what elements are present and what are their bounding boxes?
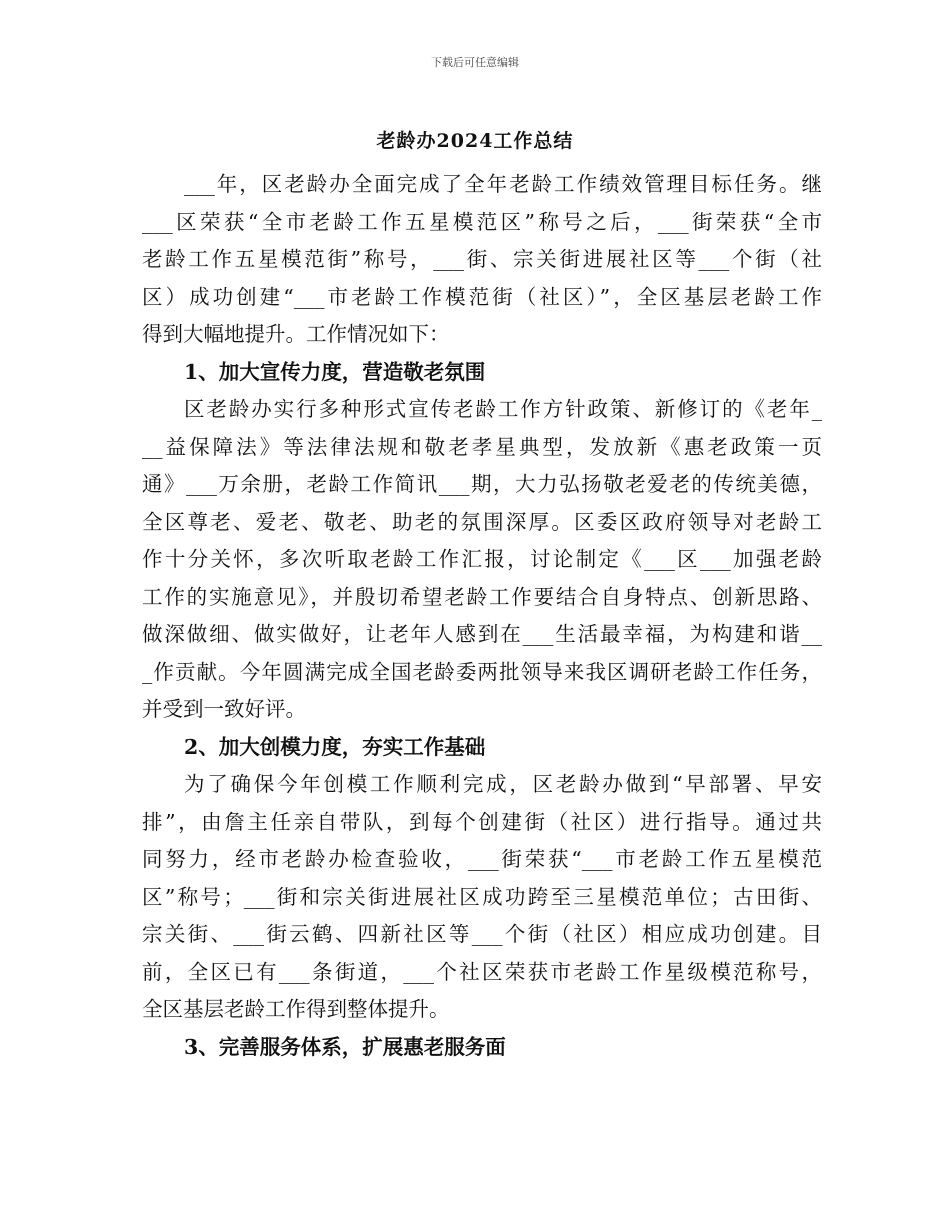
- document-title: 老龄办2024工作总结: [376, 130, 574, 152]
- text-line: 同努力，经市老龄办检查验收，___街荣获“___市老龄工作五星模范: [142, 847, 822, 871]
- text-line: 通》___万余册，老龄工作简讯___期，大力弘扬敬老爱老的传统美德，: [142, 472, 822, 496]
- text-line: 得到大幅地提升。工作情况如下：: [142, 322, 450, 346]
- text-line: 前，全区已有___条街道，___个社区荣获市老龄工作星级模范称号，: [142, 959, 822, 984]
- text-line: 区老龄办实行多种形式宣传老龄工作方针政策、新修订的《老年_: [184, 397, 822, 421]
- text-line: 并受到一致好评。: [142, 697, 306, 721]
- text-line: 做深做细、做实做好，让老年人感到在___生活最幸福，为构建和谐__: [142, 622, 822, 646]
- text-line: ___年，区老龄办全面完成了全年老龄工作绩效管理目标任务。继: [184, 172, 822, 196]
- text-line: ___区荣获“全市老龄工作五星模范区”称号之后，___街荣获“全市: [142, 209, 822, 234]
- text-line: 区）成功创建“___市老龄工作模范街（社区）”，全区基层老龄工作: [142, 284, 822, 309]
- text-line: 区”称号；___街和宗关街进展社区成功跨至三星模范单位；古田街、: [142, 884, 822, 909]
- text-line: 作十分关怀，多次听取老龄工作汇报，讨论制定《___区___加强老龄: [142, 547, 822, 571]
- section-heading: 1、加大宣传力度，营造敬老氛围: [184, 359, 486, 384]
- section-heading: 2、加大创模力度，夯实工作基础: [184, 734, 486, 759]
- section-heading: 3、完善服务体系，扩展惠老服务面: [184, 1034, 506, 1059]
- text-line: _作贡献。今年圆满完成全国老龄委两批领导来我区调研老龄工作任务，: [142, 659, 822, 684]
- document-body: [142, 166, 822, 1066]
- text-line: 全区尊老、爱老、敬老、助老的氛围深厚。区委区政府领导对老龄工: [142, 509, 822, 534]
- text-line: 全区基层老龄工作得到整体提升。: [142, 997, 450, 1021]
- text-line: 排”，由詹主任亲自带队，到每个创建街（社区）进行指导。通过共: [142, 809, 822, 834]
- header-note: 下载后可任意编辑: [431, 56, 519, 69]
- text-line: 工作的实施意见》，并殷切希望老龄工作要结合自身特点、创新思路、: [142, 584, 822, 609]
- text-line: __益保障法》等法律法规和敬老孝星典型，发放新《惠老政策一页: [142, 434, 822, 459]
- text-line: 为了确保今年创模工作顺利完成，区老龄办做到“早部署、早安: [184, 772, 822, 796]
- text-line: 老龄工作五星模范街”称号，___街、宗关街进展社区等___个街（社: [142, 247, 822, 271]
- text-line: 宗关街、___街云鹤、四新社区等___个街（社区）相应成功创建。目: [142, 922, 822, 946]
